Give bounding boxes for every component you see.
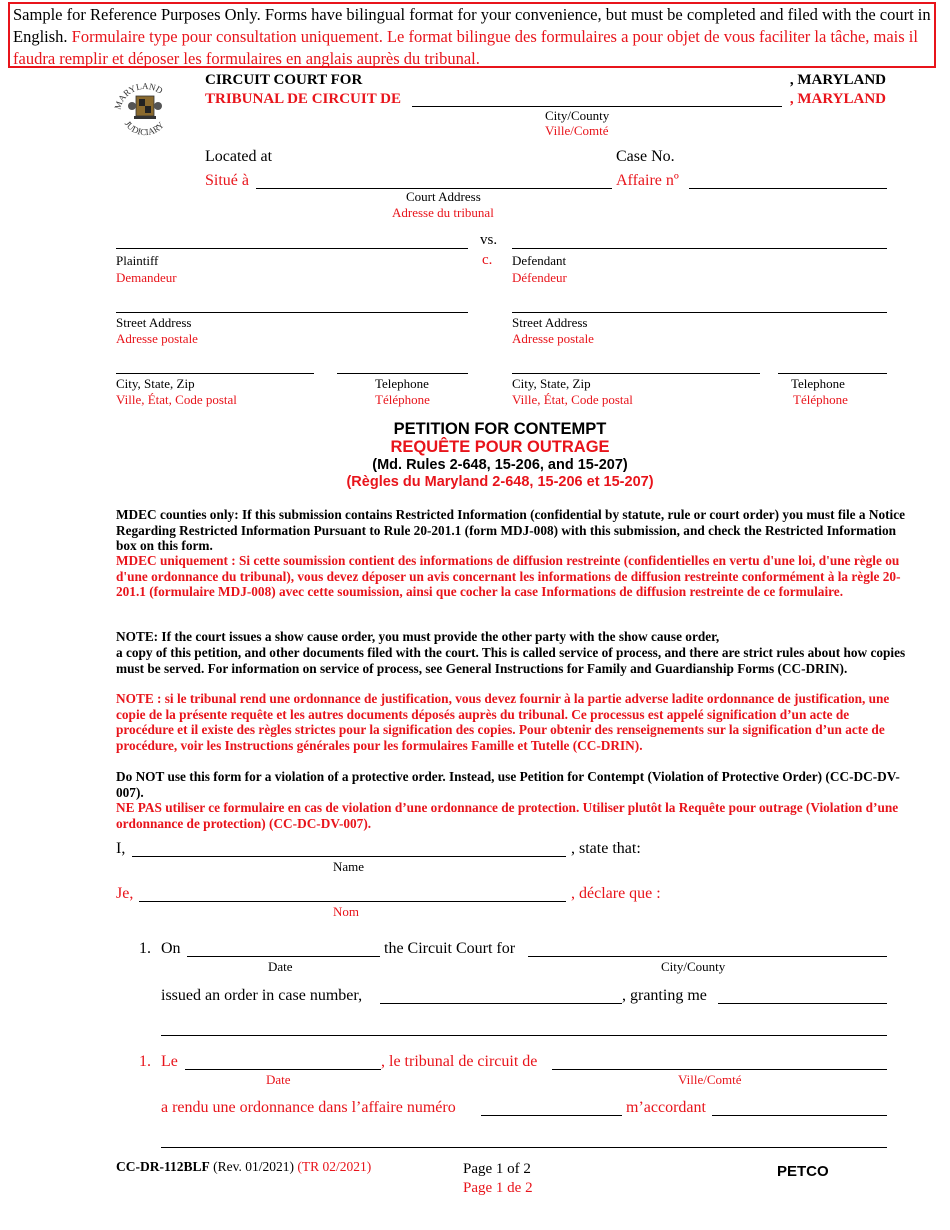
service-note-en: a copy of this petition, and other documents filed with the court. This is called service of process, and there are strict rules about how copies must be served. For information on service of process, see General Instructions for Family and Guardianship Forms (CC-DRIN).	[116, 645, 906, 676]
banner-text-fr: Formulaire type pour consultation uniquement. Le format bilingue des formulaires a pour objet de vous faciliter la tâche, mais il faudra remplir et déposer les formulaires en anglais auprès du tribunal.	[13, 27, 918, 68]
name-caption-en: Name	[333, 859, 365, 874]
case-number-field[interactable]	[689, 188, 887, 189]
located-label-en: Located at	[205, 148, 273, 165]
maryland-label-en: , MARYLAND	[789, 72, 886, 88]
plaintiff-phone-caption-en: Telephone	[375, 376, 429, 391]
defendant-phone-caption-fr: Téléphone	[793, 392, 848, 407]
defendant-street-field[interactable]	[512, 312, 887, 313]
banner-text-en: Sample for Reference Purposes Only. Forms have bilingual format for your convenience, but must be completed and filed with the court in English.	[13, 5, 931, 46]
item1-number-fr: 1.	[139, 1053, 151, 1070]
date-caption-en: Date	[268, 959, 293, 974]
item1-le-label: Le	[161, 1053, 178, 1070]
court-city-field[interactable]	[412, 106, 782, 107]
plaintiff-city-field[interactable]	[116, 373, 314, 374]
defendant-phone-field[interactable]	[778, 373, 887, 374]
item1-granting-label-fr: m’accordant	[626, 1099, 706, 1116]
sample-banner	[8, 2, 936, 68]
seal-icon	[110, 76, 180, 146]
seal-text-bottom: JUDICIARY	[122, 118, 166, 138]
service-note-fr: NOTE : si le tribunal rend une ordonnance de justification, vous devez fournir à la partie adverse ladite ordonnance de justification, une copie de la présente requête et les autres documents déposés auprès du tribunal. Ce processus est appelé signification d’un acte de procédure et il existe des règles strictes pour la signification des copies. Pour obtenir des renseignements sur la signification d’un acte de procédure, voir les Instructions générales pour les formulaires Famille et Tutelle (CC-DRIN).	[116, 691, 890, 753]
vs-label-en: vs.	[480, 232, 498, 248]
name-caption-fr: Nom	[333, 904, 359, 919]
item1-court-label: the Circuit Court for	[384, 940, 516, 957]
declare-label: , déclare que :	[571, 885, 661, 902]
protective-order-note-en: Do NOT use this form for a violation of a protective order. Instead, use Petition for Contempt (Violation of Protective Order) (CC-DC-DV-007).	[116, 769, 900, 800]
order-date-field[interactable]	[187, 956, 380, 957]
item1-on-label: On	[161, 940, 181, 957]
defendant-street-caption-en: Street Address	[512, 315, 588, 330]
item1-issued-label: issued an order in case number,	[161, 987, 363, 1004]
petitioner-name-field-fr[interactable]	[139, 901, 566, 902]
protective-order-note-fr: NE PAS utiliser ce formulaire en cas de violation d’une ordonnance de protection. Utiliser plutôt la Requête pour outrage (Violation d’une ordonnance de protection) (CC-DC-DV-007).	[116, 800, 899, 831]
plaintiff-phone-field[interactable]	[337, 373, 468, 374]
granting-field[interactable]	[718, 1003, 887, 1004]
page-number-fr: Page 1 de 2	[463, 1180, 533, 1196]
plaintiff-caption-fr: Demandeur	[116, 270, 177, 285]
page-number-en: Page 1 of 2	[463, 1161, 531, 1177]
order-date-field-fr[interactable]	[185, 1069, 381, 1070]
case-number-order-field[interactable]	[380, 1003, 622, 1004]
service-note-en-line1: NOTE: If the court issues a show cause order, you must provide the other party with the show cause order,	[116, 629, 720, 644]
case-no-label-fr: Affaire nº	[616, 172, 679, 189]
plaintiff-street-caption-en: Street Address	[116, 315, 192, 330]
plaintiff-caption-en: Plaintiff	[116, 253, 159, 268]
defendant-city-caption-en: City, State, Zip	[512, 376, 591, 391]
title-en: PETITION FOR CONTEMPT	[393, 420, 607, 438]
form-translation-revision: (TR 02/2021)	[297, 1159, 372, 1174]
state-that-label: , state that:	[571, 840, 641, 857]
rules-fr: (Règles du Maryland 2-648, 15-206 et 15-207)	[346, 474, 654, 490]
mdec-notice-en: MDEC counties only: If this submission contains Restricted Information (confidential by statute, rule or court order) you must file a Notice Regarding Restricted Information Pursuant to Rule 20-201.1 (form MDJ-008) with this submission, and check the Restricted Information box on this form.	[116, 507, 906, 554]
granting-continued-field-fr[interactable]	[161, 1147, 887, 1148]
granting-field-fr[interactable]	[712, 1115, 887, 1116]
seal-text-top: MARYLAND	[112, 80, 165, 111]
case-no-label-en: Case No.	[616, 148, 675, 165]
defendant-name-field[interactable]	[512, 248, 887, 249]
court-address-caption-fr: Adresse du tribunal	[392, 205, 494, 220]
plaintiff-phone-caption-fr: Téléphone	[375, 392, 430, 407]
date-caption-fr: Date	[266, 1072, 291, 1087]
city-caption-en: City/County	[661, 959, 726, 974]
city-county-caption-fr: Ville/Comté	[545, 123, 609, 138]
rules-en: (Md. Rules 2-648, 15-206, and 15-207)	[372, 457, 628, 473]
defendant-caption-fr: Défendeur	[512, 270, 567, 285]
order-city-field-fr[interactable]	[552, 1069, 887, 1070]
granting-continued-field[interactable]	[161, 1035, 887, 1036]
court-label-en: CIRCUIT COURT FOR	[205, 72, 363, 88]
city-county-caption-en: City/County	[545, 108, 610, 123]
city-caption-fr: Ville/Comté	[678, 1072, 742, 1087]
plaintiff-street-caption-fr: Adresse postale	[116, 331, 198, 346]
court-address-caption-en: Court Address	[406, 189, 481, 204]
plaintiff-city-caption-en: City, State, Zip	[116, 376, 195, 391]
svg-text:JUDICIARY	[123, 119, 167, 137]
item1-number-en: 1.	[139, 940, 151, 957]
title-fr: REQUÊTE POUR OUTRAGE	[390, 438, 610, 456]
form-revision: (Rev. 01/2021)	[213, 1159, 294, 1174]
court-label-fr: TRIBUNAL DE CIRCUIT DE	[205, 91, 402, 107]
maryland-label-fr: , MARYLAND	[789, 91, 886, 107]
located-label-fr: Situé à	[205, 172, 249, 189]
item1-issued-label-fr: a rendu une ordonnance dans l’affaire numéro	[161, 1099, 456, 1116]
plaintiff-street-field[interactable]	[116, 312, 468, 313]
defendant-city-caption-fr: Ville, État, Code postal	[512, 392, 633, 407]
defendant-phone-caption-en: Telephone	[791, 376, 845, 391]
maryland-judiciary-seal	[110, 76, 180, 146]
plaintiff-city-caption-fr: Ville, État, Code postal	[116, 392, 237, 407]
defendant-city-field[interactable]	[512, 373, 760, 374]
footer-form-info	[116, 1159, 371, 1175]
petitioner-name-field[interactable]	[132, 856, 566, 857]
order-city-field[interactable]	[528, 956, 887, 957]
form-id: CC-DR-112BLF	[116, 1159, 210, 1174]
plaintiff-name-field[interactable]	[116, 248, 468, 249]
item1-tribunal-label: , le tribunal de circuit de	[381, 1053, 538, 1070]
mdec-notice-fr: MDEC uniquement : Si cette soumission contient des informations de diffusion restreinte (confidentielles en vertu d'une loi, d'une règle ou d'une ordonnance du tribunal), vous devez déposer un avis concernant les informations de diffusion restreinte conformément à la règle 20-201.1 (formulaire MDJ-008) avec cette soumission, ainsi que cocher la case Informations de diffusion restreinte de ce formulaire.	[116, 553, 901, 600]
defendant-street-caption-fr: Adresse postale	[512, 331, 594, 346]
case-number-order-field-fr[interactable]	[481, 1115, 622, 1116]
form-code: PETCO	[777, 1163, 829, 1180]
defendant-caption-en: Defendant	[512, 253, 567, 268]
i-label-fr: Je,	[116, 885, 134, 902]
vs-label-fr: c.	[482, 252, 493, 268]
item1-granting-label: , granting me	[622, 987, 707, 1004]
i-label-en: I,	[116, 840, 126, 857]
